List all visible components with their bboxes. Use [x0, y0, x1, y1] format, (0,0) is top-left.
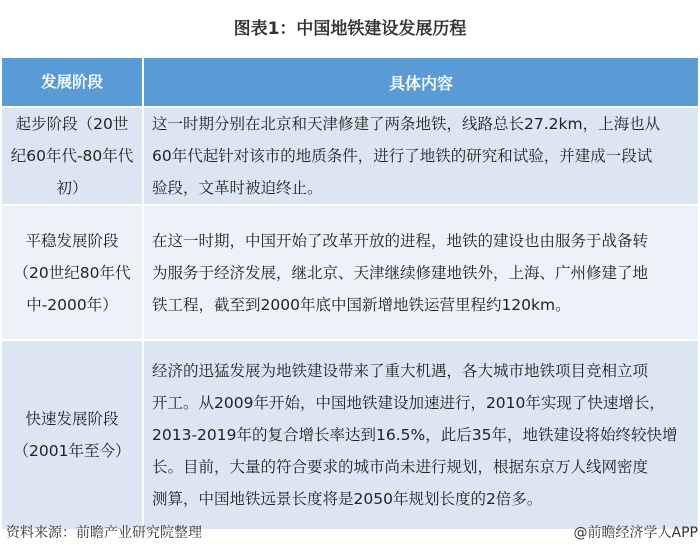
stage-cell	[1, 340, 143, 530]
stage-cell	[1, 107, 143, 205]
stage-line: 纪60年代-80年代	[10, 147, 134, 165]
content-line: 长。目前，大量的符合要求的城市尚未进行规划，根据东京万人线网密度	[152, 458, 649, 476]
stage-cell	[1, 205, 143, 340]
stage-line: （2001年至今）	[13, 442, 131, 460]
stage-line: （20世纪80年代	[13, 263, 131, 282]
development-history-table	[0, 56, 700, 531]
stage-line: 快速发展阶段	[25, 410, 119, 428]
content-line: 为服务于经济发展，继北京、天津继续修建地铁外，上海、广州修建了地	[152, 263, 649, 282]
credit-note: @前瞻经济学人APP	[573, 525, 698, 541]
stage-line: 起步阶段（20世	[15, 115, 129, 133]
content-line: 开工。从2009年开始，中国地铁建设加速进行，2010年实现了快速增长，	[152, 394, 665, 412]
table-row	[1, 107, 699, 205]
content-line: 测算，中国地铁远景长度将是2050年规划长度的2倍多。	[152, 490, 543, 508]
content-line: 2013-2019年的复合增长率达到16.5%，此后35年，地铁建设将始终较快增	[152, 426, 678, 444]
table-title: 图表1：中国地铁建设发展历程	[233, 19, 467, 39]
source-note: 资料来源：前瞻产业研究院整理	[6, 525, 202, 541]
content-line: 在这一时期，中国开始了改革开放的进程，地铁的建设也由服务于战备转	[152, 231, 649, 250]
content-cell	[143, 107, 699, 205]
content-cell	[143, 205, 699, 340]
content-line: 这一时期分别在北京和天津修建了两条地铁，线路总长27.2km，上海也从	[152, 115, 661, 133]
header-stage: 发展阶段	[1, 57, 143, 107]
stage-line: 中-2000年）	[26, 295, 118, 314]
content-line: 铁工程，截至到2000年底中国新增地铁运营里程约120km。	[152, 295, 571, 314]
table-row	[1, 205, 699, 340]
content-line: 经济的迅猛发展为地铁建设带来了重大机遇，各大城市地铁项目竞相立项	[152, 362, 649, 380]
content-line: 60年代起针对该市的地质条件，进行了地铁的研究和试验，并建成一段试	[152, 147, 653, 165]
stage-line: 平稳发展阶段	[25, 231, 119, 250]
header-content: 具体内容	[143, 57, 699, 107]
table-row	[1, 340, 699, 530]
table-header-row	[1, 57, 699, 107]
content-line: 验段，文革时被迫终止。	[152, 179, 323, 197]
content-cell	[143, 340, 699, 530]
stage-line: 初）	[56, 179, 88, 197]
